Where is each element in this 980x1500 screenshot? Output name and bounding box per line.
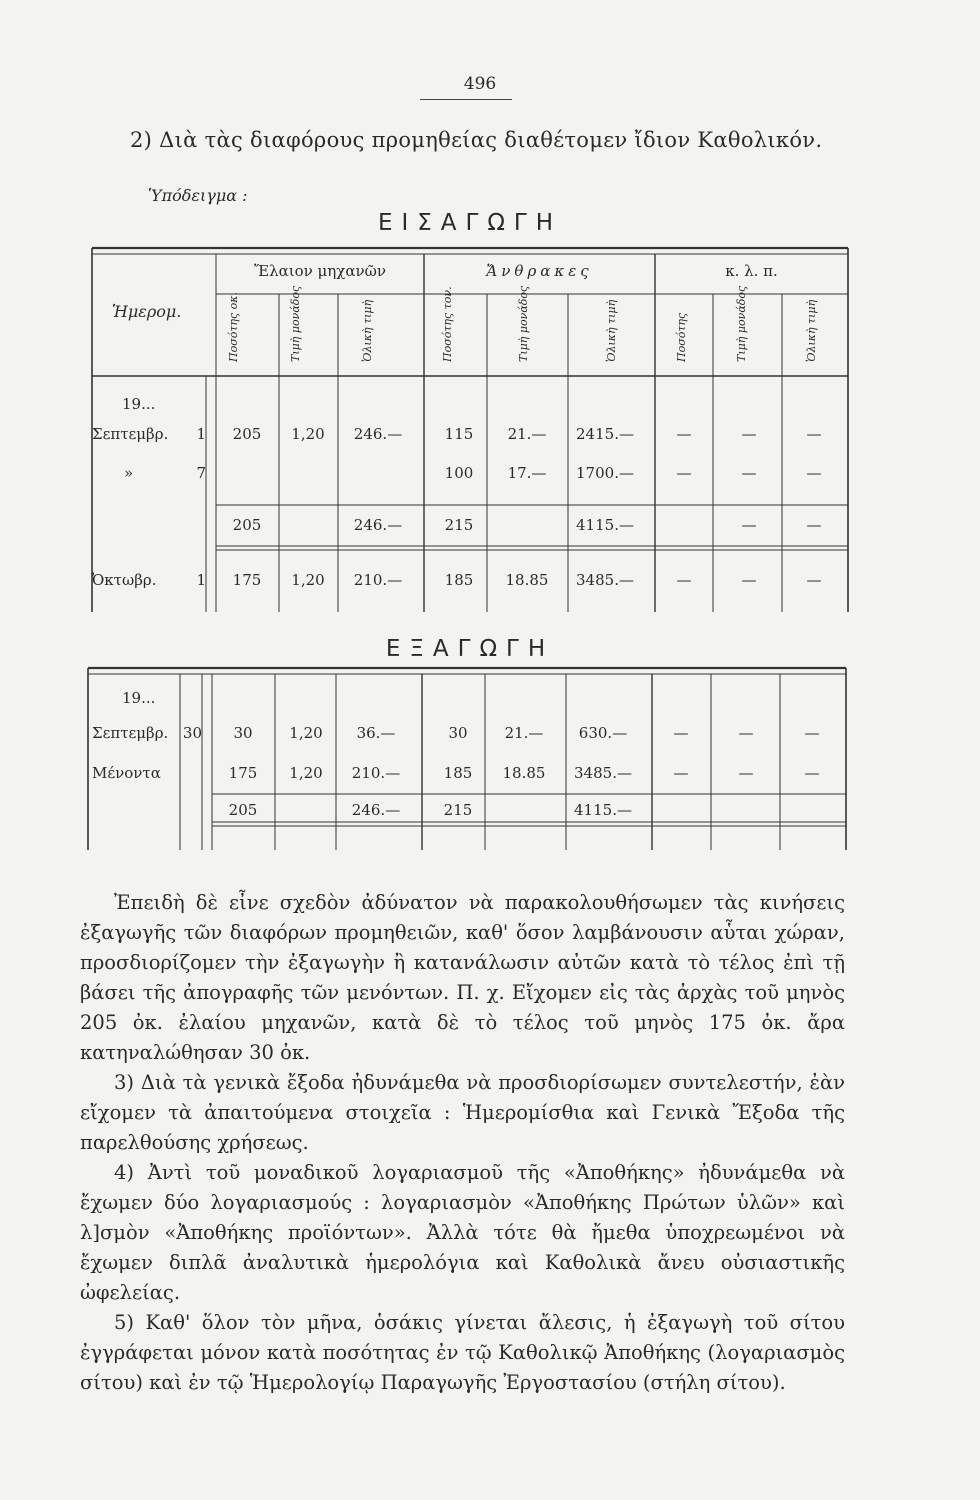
table-cell: 1,20 <box>289 724 323 742</box>
subheader-quantity-etc: Ποσότης <box>675 312 688 362</box>
table-cell: 21.— <box>504 724 544 742</box>
table-cell: — <box>804 724 820 742</box>
table-cell: 30 <box>448 724 468 742</box>
subheader-total-oil: Ὁλικὴ τιμὴ <box>361 299 374 362</box>
intro-line: 2) Διὰ τὰς διαφόρους προμηθείας διαθέτομεν ἴδιον Καθολικόν. <box>130 128 823 152</box>
row-date: Ὀκτωβρ. <box>92 571 157 589</box>
table-cell: — <box>741 425 757 443</box>
page-number: 496 <box>463 74 497 94</box>
table-cell: 18.85 <box>505 571 549 589</box>
table-cell: — <box>738 764 754 782</box>
table-cell: — <box>741 571 757 589</box>
subheader-total-coal: Ὁλικὴ τιμὴ <box>605 299 618 362</box>
table-cell: 4115.— <box>574 801 632 819</box>
row-day: 7 <box>196 464 206 482</box>
table-cell: 1,20 <box>289 764 323 782</box>
group-header-coal: Ἄνθρακες <box>486 262 593 280</box>
example-label: Ὑπόδειγμα : <box>148 186 248 205</box>
table-cell: 100 <box>444 464 474 482</box>
table-cell: — <box>806 516 822 534</box>
table-cell: 3485.— <box>574 764 632 782</box>
table-cell: 21.— <box>507 425 547 443</box>
table-cell: 175 <box>232 571 262 589</box>
table-cell: 210.— <box>351 764 401 782</box>
subheader-total-etc: Ὁλικὴ τιμὴ <box>805 299 818 362</box>
table-cell: 1,20 <box>291 571 325 589</box>
table-cell: 215 <box>443 801 473 819</box>
group-header-oil: Ἔλαιον μηχανῶν <box>254 262 386 280</box>
row-day: 1 <box>196 425 206 443</box>
table-cell: — <box>676 464 692 482</box>
table-cell: 2415.— <box>576 425 634 443</box>
row-day: 30 <box>182 724 202 742</box>
table-cell: — <box>738 724 754 742</box>
subheader-quantity-oil: Ποσότης οκ. <box>227 291 240 362</box>
table-cell: — <box>741 464 757 482</box>
table-cell: 205 <box>232 425 262 443</box>
table-cell: 3485.— <box>576 571 634 589</box>
subheader-unit-price-coal: Τιμὴ μονάδος <box>517 285 530 362</box>
page-number-rule <box>420 99 512 100</box>
table-cell: 1,20 <box>291 425 325 443</box>
table-cell: — <box>673 764 689 782</box>
table-cell: 30 <box>233 724 253 742</box>
group-header-etc: κ. λ. π. <box>725 262 778 280</box>
table-cell: 115 <box>444 425 474 443</box>
table-cell: 205 <box>232 516 262 534</box>
table-cell: 246.— <box>353 516 403 534</box>
table-cell: 205 <box>228 801 258 819</box>
table-cell: — <box>676 571 692 589</box>
row-day: 1 <box>196 571 206 589</box>
paragraph-1: Ἐπειδὴ δὲ εἶνε σχεδὸν ἀδύνατον νὰ παρακολουθήσωμεν τὰς κινήσεις ἐξαγωγῆς τῶν διαφόρων προμηθειῶν, καθ' ὅσον λαμβάνουσιν αὗται χώραν, προσδιορίζομεν τὴν ἐξαγωγὴν ἢ κατανάλωσιν αὐτῶν κατὰ τὸ τέλος ἐπὶ τῇ βάσει τῆς ἀπογραφῆς τῶν μενόντων. Π. χ. Εἴχομεν εἰς τὰς ἀρχὰς τοῦ μηνὸς 205 ὀκ. ἐλαίου μηχανῶν, κατὰ δὲ τὸ τέλος τοῦ μηνὸς 175 ὀκ. ἄρα κατηναλώθησαν 30 ὀκ. <box>80 891 845 1064</box>
table-cell: 4115.— <box>576 516 634 534</box>
row-date: Σεπτεμβρ. <box>92 425 169 443</box>
table-cell: 17.— <box>507 464 547 482</box>
table-cell: 185 <box>444 571 474 589</box>
table-cell: 210.— <box>353 571 403 589</box>
subheader-unit-price-oil: Τιμὴ μονάδος <box>289 285 302 362</box>
table-cell: — <box>676 425 692 443</box>
row-date: Σεπτεμβρ. <box>92 724 169 742</box>
row-year: 19... <box>122 395 156 413</box>
import-table-title: ΕΙΣΑΓΩΓΗ <box>377 210 563 236</box>
table-cell: 246.— <box>351 801 401 819</box>
table-cell: — <box>804 764 820 782</box>
table-cell: 175 <box>228 764 258 782</box>
table-cell: — <box>741 516 757 534</box>
row-date: Μένοντα <box>92 764 161 782</box>
table-cell: 185 <box>443 764 473 782</box>
table-cell: 18.85 <box>502 764 546 782</box>
paragraph-2: 3) Διὰ τὰ γενικὰ ἔξοδα ἠδυνάμεθα νὰ προσδιορίσωμεν συντελεστήν, ἐὰν εἴχομεν τὰ ἀπαιτούμενα στοιχεῖα : Ἡμερομίσθια καὶ Γενικὰ Ἔξοδα τῆς παρελθούσης χρήσεως. <box>80 1071 845 1154</box>
table-cell: 215 <box>444 516 474 534</box>
row-date: » <box>124 464 134 482</box>
table-cell: — <box>673 724 689 742</box>
table-cell: — <box>806 425 822 443</box>
paragraph-4: 5) Καθ' ὅλον τὸν μῆνα, ὁσάκις γίνεται ἄλεσις, ἡ ἐξαγωγὴ τοῦ σίτου ἐγγράφεται μόνον κατὰ ποσότητας ἐν τῷ Καθολικῷ Ἀποθήκης (λογαριασμὸς σίτου) καὶ ἐν τῷ Ἡμερολογίῳ Παραγωγῆς Ἐργοστασίου (στήλη σίτου). <box>80 1311 845 1394</box>
paragraph-3: 4) Ἀντὶ τοῦ μοναδικοῦ λογαριασμοῦ τῆς «Ἀποθήκης» ἠδυνάμεθα νὰ ἔχωμεν δύο λογαριασμούς : λογαριασμὸν «Ἀποθήκης Πρώτων ὑλῶν» καὶ λ]σμὸν «Ἀποθήκης προϊόντων». Ἀλλὰ τότε θὰ ἤμεθα ὑποχρεωμένοι νὰ ἔχωμεν διπλᾶ ἀναλυτικὰ ἡμερολόγια καὶ Καθολικὰ ἄνευ οὐσιαστικῆς ὠφελείας. <box>80 1161 845 1304</box>
subheader-unit-price-etc: Τιμὴ μονάδος <box>735 285 748 362</box>
subheader-quantity-coal: Ποσότης τον. <box>441 286 454 362</box>
table-cell: 246.— <box>353 425 403 443</box>
date-column-header: Ἡμερομ. <box>112 302 182 321</box>
export-table-title: ΕΞΑΓΩΓΗ <box>385 636 555 662</box>
row-year: 19... <box>122 689 156 707</box>
table-cell: — <box>806 571 822 589</box>
table-cell: — <box>806 464 822 482</box>
table-cell: 1700.— <box>576 464 634 482</box>
table-cell: 630.— <box>578 724 628 742</box>
body-text <box>80 888 845 1398</box>
table-cell: 36.— <box>356 724 396 742</box>
